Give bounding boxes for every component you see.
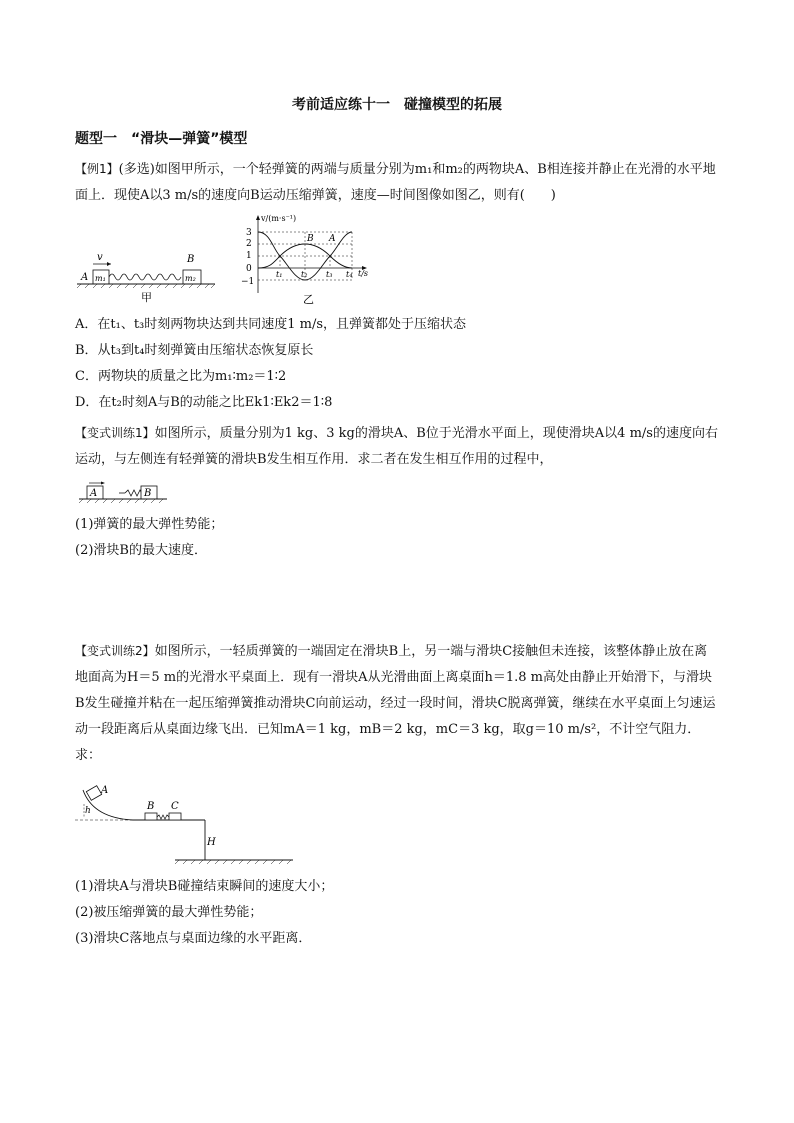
y-tick-2: 2 bbox=[246, 239, 252, 249]
t-tick-3: t₃ bbox=[326, 270, 333, 279]
variant1-tag: 【变式训练1】 bbox=[75, 426, 155, 440]
variant2-figure bbox=[75, 782, 300, 872]
variant2-text: 如图所示，一轻质弹簧的一端固定在滑块B上，另一端与滑块C接触但未连接，该整体静止放在离地面高为H＝5 m的光滑水平桌面上．现有一滑块A从光滑曲面上离桌面h＝1.8 m高处由静止开始滑下，与滑块B发生碰撞并粘在一起压缩弹簧推动滑块C向前运动，经过一段时间，滑块C脱离弹簧，继续在水平桌面上匀速运动一段距离后从桌面边缘飞出．已知mA＝1 kg，mB＝2 kg，mC＝3 kg，取g＝10 m/s²，不计空气阻力．求： bbox=[75, 644, 716, 763]
figure-yi bbox=[240, 211, 380, 311]
variant2-question-3: (3)滑块C落地点与桌面边缘的水平距离． bbox=[75, 931, 312, 946]
y-tick-neg1: −1 bbox=[241, 277, 255, 287]
example1-option-d: D．在t₂时刻A与B的动能之比Ek1∶Ek2＝1∶8 bbox=[75, 395, 333, 410]
y-axis-label: v/(m·s⁻¹) bbox=[261, 214, 297, 223]
section-heading: 题型一 “滑块—弹簧”模型 bbox=[75, 131, 248, 147]
variant1-stem bbox=[75, 420, 720, 473]
variant1-a-label: A bbox=[90, 488, 98, 499]
m1-label: m₁ bbox=[95, 274, 106, 283]
variant2-block-c bbox=[169, 813, 181, 820]
figure-jia-caption: 甲 bbox=[141, 291, 152, 304]
velocity-label: v bbox=[97, 252, 103, 263]
example1-tag: 【例1】 bbox=[75, 162, 119, 176]
figure-yi-caption: 乙 bbox=[303, 293, 314, 306]
variant1-figure bbox=[75, 480, 170, 506]
block-b-label: B bbox=[187, 254, 195, 265]
curve-label-b: B bbox=[307, 234, 314, 244]
y-tick-0: 0 bbox=[246, 264, 252, 274]
example1-option-b: B．从t₃到t₄时刻弹簧由压缩状态恢复原长 bbox=[75, 343, 314, 358]
example1-stem bbox=[75, 156, 720, 209]
t-tick-2: t₂ bbox=[301, 270, 308, 279]
example1-option-c: C．两物块的质量之比为m₁∶m₂＝1∶2 bbox=[75, 369, 287, 384]
variant2-question-1: (1)滑块A与滑块B碰撞结束瞬间的速度大小； bbox=[75, 879, 334, 894]
t-tick-4: t₄ bbox=[346, 270, 353, 279]
variant2-b-label: B bbox=[147, 801, 155, 812]
variant2-question-2: (2)被压缩弹簧的最大弹性势能； bbox=[75, 905, 263, 920]
variant2-block-b bbox=[145, 813, 157, 820]
variant1-text: 如图所示，质量分别为1 kg、3 kg的滑块A、B位于光滑水平面上，现使滑块A以4 m/s的速度向右运动，与左侧连有轻弹簧的滑块B发生相互作用．求二者在发生相互作用的过程中， bbox=[75, 426, 718, 467]
spring bbox=[109, 274, 181, 280]
example1-option-a: A．在t₁、t₃时刻两物块达到共同速度1 m/s，且弹簧都处于压缩状态 bbox=[75, 317, 467, 332]
height-H-label: H bbox=[207, 837, 216, 848]
height-h-label: h bbox=[85, 806, 91, 816]
curve-label-a: A bbox=[329, 234, 336, 244]
variant2-c-label: C bbox=[171, 801, 179, 812]
variant1-b-label: B bbox=[144, 488, 152, 499]
variant2-stem bbox=[75, 638, 720, 769]
variant1-question-1: (1)弹簧的最大弹性势能； bbox=[75, 517, 224, 532]
block-a-label: A bbox=[81, 272, 89, 283]
variant1-question-2: (2)滑块B的最大速度． bbox=[75, 543, 207, 558]
variant2-spring bbox=[157, 815, 169, 819]
variant2-a-label: A bbox=[101, 785, 109, 796]
page-title: 考前适应练十一 碰撞模型的拓展 bbox=[292, 97, 502, 113]
x-axis-label: t/s bbox=[358, 269, 369, 278]
variant2-tag: 【变式训练2】 bbox=[75, 644, 155, 658]
example1-text: (多选)如图甲所示，一个轻弹簧的两端与质量分别为m₁和m₂的两物块A、B相连接并静止在光滑的水平地面上．现使A以3 m/s的速度向B运动压缩弹簧，速度—时间图像如图乙，则有( ) bbox=[75, 162, 716, 203]
y-tick-1: 1 bbox=[246, 251, 252, 261]
y-tick-3: 3 bbox=[246, 228, 252, 238]
figure-jia bbox=[75, 250, 220, 306]
m2-label: m₂ bbox=[185, 274, 196, 283]
t-tick-1: t₁ bbox=[276, 270, 283, 279]
variant2-block-a bbox=[86, 786, 101, 801]
